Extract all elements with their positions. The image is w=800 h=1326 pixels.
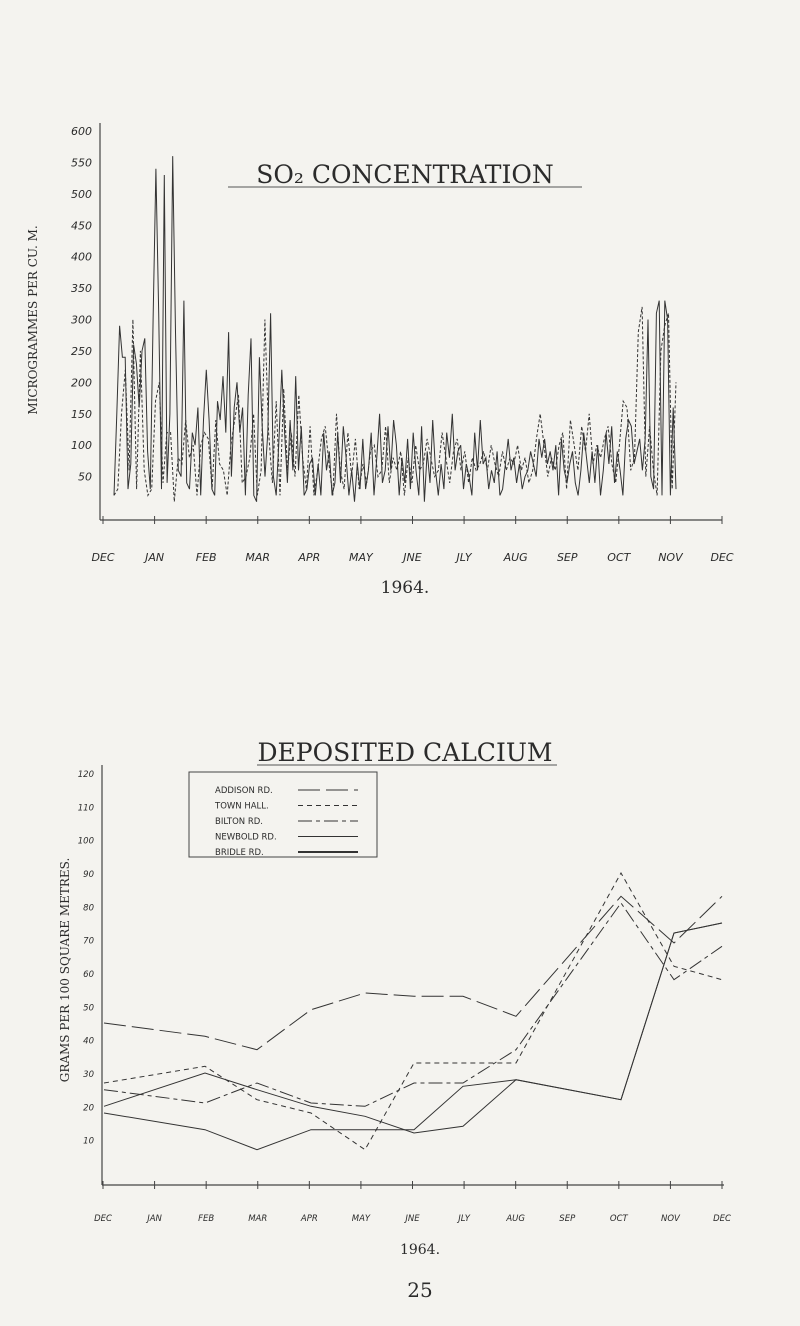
month-label: DEC [91,551,115,564]
y-tick-label: 450 [71,219,92,233]
series-line [114,307,676,502]
month-label: APR [298,551,321,564]
bottom-chart-title: DEPOSITED CALCIUM [257,738,553,767]
top-chart-title: SO₂ CONCENTRATION [256,160,554,189]
month-label: MAY [351,1214,371,1224]
so2-chart [26,123,734,598]
month-label: FEB [195,551,217,564]
month-label: SEP [556,551,578,564]
y-tick-label: 100 [71,439,92,453]
month-label: AUG [506,1214,525,1224]
legend-label: BRIDLE RD. [215,848,264,858]
legend-box [189,772,377,857]
y-tick-label: 500 [71,187,92,201]
y-tick-label: 400 [71,250,92,264]
series-line [104,923,722,1133]
month-label: SEP [559,1214,576,1224]
calcium-chart [58,738,731,1258]
legend-label: NEWBOLD RD. [215,832,277,843]
month-label: OCT [607,551,631,564]
y-tick-label: 70 [83,936,94,947]
y-tick-label: 10 [83,1136,94,1147]
month-label: MAR [245,551,271,564]
month-label: MAR [248,1214,268,1224]
y-tick-label: 80 [83,903,94,914]
y-tick-label: 150 [71,407,92,421]
month-label: FEB [198,1214,215,1224]
legend-label: BILTON RD. [215,817,263,827]
month-label: JNE [403,551,422,564]
month-label: JAN [145,551,165,564]
month-label: MAY [349,551,373,564]
series-line [104,896,722,1049]
y-tick-label: 250 [71,344,92,358]
y-tick-label: 50 [83,1003,94,1014]
month-label: NOV [660,1214,680,1224]
y-tick-label: 40 [83,1036,94,1047]
month-label: JAN [147,1214,162,1224]
legend-label: TOWN HALL. [215,801,269,812]
month-label: JLY [458,1214,470,1224]
top-chart-ylabel: MICROGRAMMES PER CU. M. [26,225,40,415]
y-tick-label: 350 [71,282,92,296]
y-tick-label: 100 [77,836,94,847]
top-chart-xlabel: 1964. [380,578,430,598]
month-label: JLY [456,551,472,564]
y-tick-label: 300 [71,313,92,327]
y-tick-label: 60 [83,970,94,980]
y-tick-label: 600 [71,125,92,138]
y-tick-label: 30 [83,1070,94,1080]
month-label: APR [300,1214,318,1224]
y-tick-label: 550 [71,156,92,170]
bottom-chart-xlabel: 1964. [399,1242,441,1258]
y-tick-label: 200 [71,376,92,390]
legend-label: ADDISON RD. [215,786,273,796]
legend [189,772,377,858]
y-tick-label: 90 [83,870,94,880]
series-line [104,923,722,1150]
y-tick-label: 20 [83,1103,94,1114]
bottom-chart-ylabel: GRAMS PER 100 SQUARE METRES. [58,857,72,1083]
month-label: DEC [710,551,734,564]
y-tick-label: 120 [77,770,94,780]
month-label: NOV [658,551,683,564]
page-number: 25 [407,1278,433,1302]
y-tick-label: 110 [77,803,94,814]
month-label: AUG [503,551,528,564]
month-label: DEC [94,1214,112,1224]
month-label: JNE [405,1214,420,1224]
month-label: DEC [713,1214,731,1224]
month-label: OCT [609,1214,628,1224]
y-tick-label: 50 [78,470,92,484]
